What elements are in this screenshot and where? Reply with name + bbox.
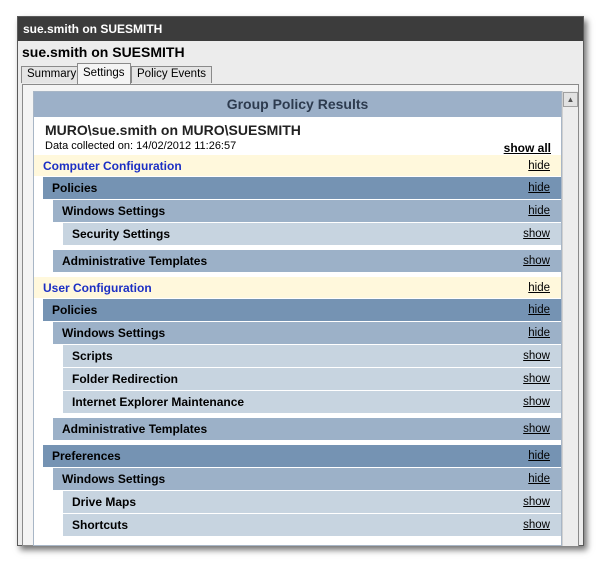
leaf-row [63,345,561,368]
hide-link[interactable]: hide [528,327,550,339]
policies-label: Policies [52,303,98,317]
host-line: MURO\sue.smith on MURO\SUESMITH [45,122,301,138]
tab-strip [21,63,583,83]
leaf-label: Scripts [72,349,113,363]
leaf-row [63,491,561,514]
windows-label: Windows Settings [62,326,166,340]
results-header: Group Policy Results [34,92,561,117]
show-link[interactable]: show [523,423,550,435]
hide-link[interactable]: hide [528,159,550,172]
leaf-label: Folder Redirection [72,372,179,386]
windows-label: Windows Settings [62,472,166,486]
admin-row [53,418,561,441]
hide-link[interactable]: hide [528,205,550,217]
admin-label: Administrative Templates [62,254,208,268]
hide-link[interactable]: hide [528,473,550,485]
collected-line [34,139,561,155]
collected-text: Data collected on: 14/02/2012 11:26:57 [45,140,237,152]
hide-link[interactable]: hide [528,281,550,294]
show-link[interactable]: show [523,228,550,240]
policies-label: Policies [52,181,98,195]
leaf-row [63,368,561,391]
windows-row [53,322,561,345]
policies-label: Preferences [52,449,121,463]
section-row [34,155,561,177]
leaf-label: Drive Maps [72,495,137,509]
scroll-up-arrow-icon[interactable]: ▲ [563,92,578,107]
window-titlebar: sue.smith on SUESMITH [18,17,583,41]
hide-link[interactable]: hide [528,450,550,462]
admin-label: Administrative Templates [62,422,208,436]
windows-label: Windows Settings [62,204,166,218]
gpresult-window [17,16,584,546]
policies-row [43,177,561,200]
show-link[interactable]: show [523,350,550,362]
show-link[interactable]: show [523,396,550,408]
admin-row [53,250,561,273]
policies-row [43,299,561,322]
leaf-row [63,223,561,246]
show-all-link[interactable]: show all [503,141,551,155]
policies-row [43,445,561,468]
show-link[interactable]: show [523,255,550,267]
section-label: User Configuration [43,280,152,295]
tab-summary[interactable]: Summary [21,66,82,83]
tab-policy-events[interactable]: Policy Events [131,66,212,83]
leaf-label: Security Settings [72,227,171,241]
policy-tree [34,155,561,537]
vertical-scrollbar[interactable] [562,91,578,546]
section-row [34,277,561,299]
leaf-row [63,514,561,537]
leaf-label: Internet Explorer Maintenance [72,395,245,409]
settings-panel [22,84,579,546]
show-link[interactable]: show [523,519,550,531]
page-title: sue.smith on SUESMITH [22,44,185,60]
windows-row [53,200,561,223]
hide-link[interactable]: hide [528,182,550,194]
tab-settings[interactable]: Settings [77,63,131,84]
hide-link[interactable]: hide [528,304,550,316]
windows-row [53,468,561,491]
leaf-row [63,391,561,414]
report-content [33,91,562,546]
section-label: Computer Configuration [43,158,182,173]
show-link[interactable]: show [523,373,550,385]
leaf-label: Shortcuts [72,518,129,532]
show-link[interactable]: show [523,496,550,508]
